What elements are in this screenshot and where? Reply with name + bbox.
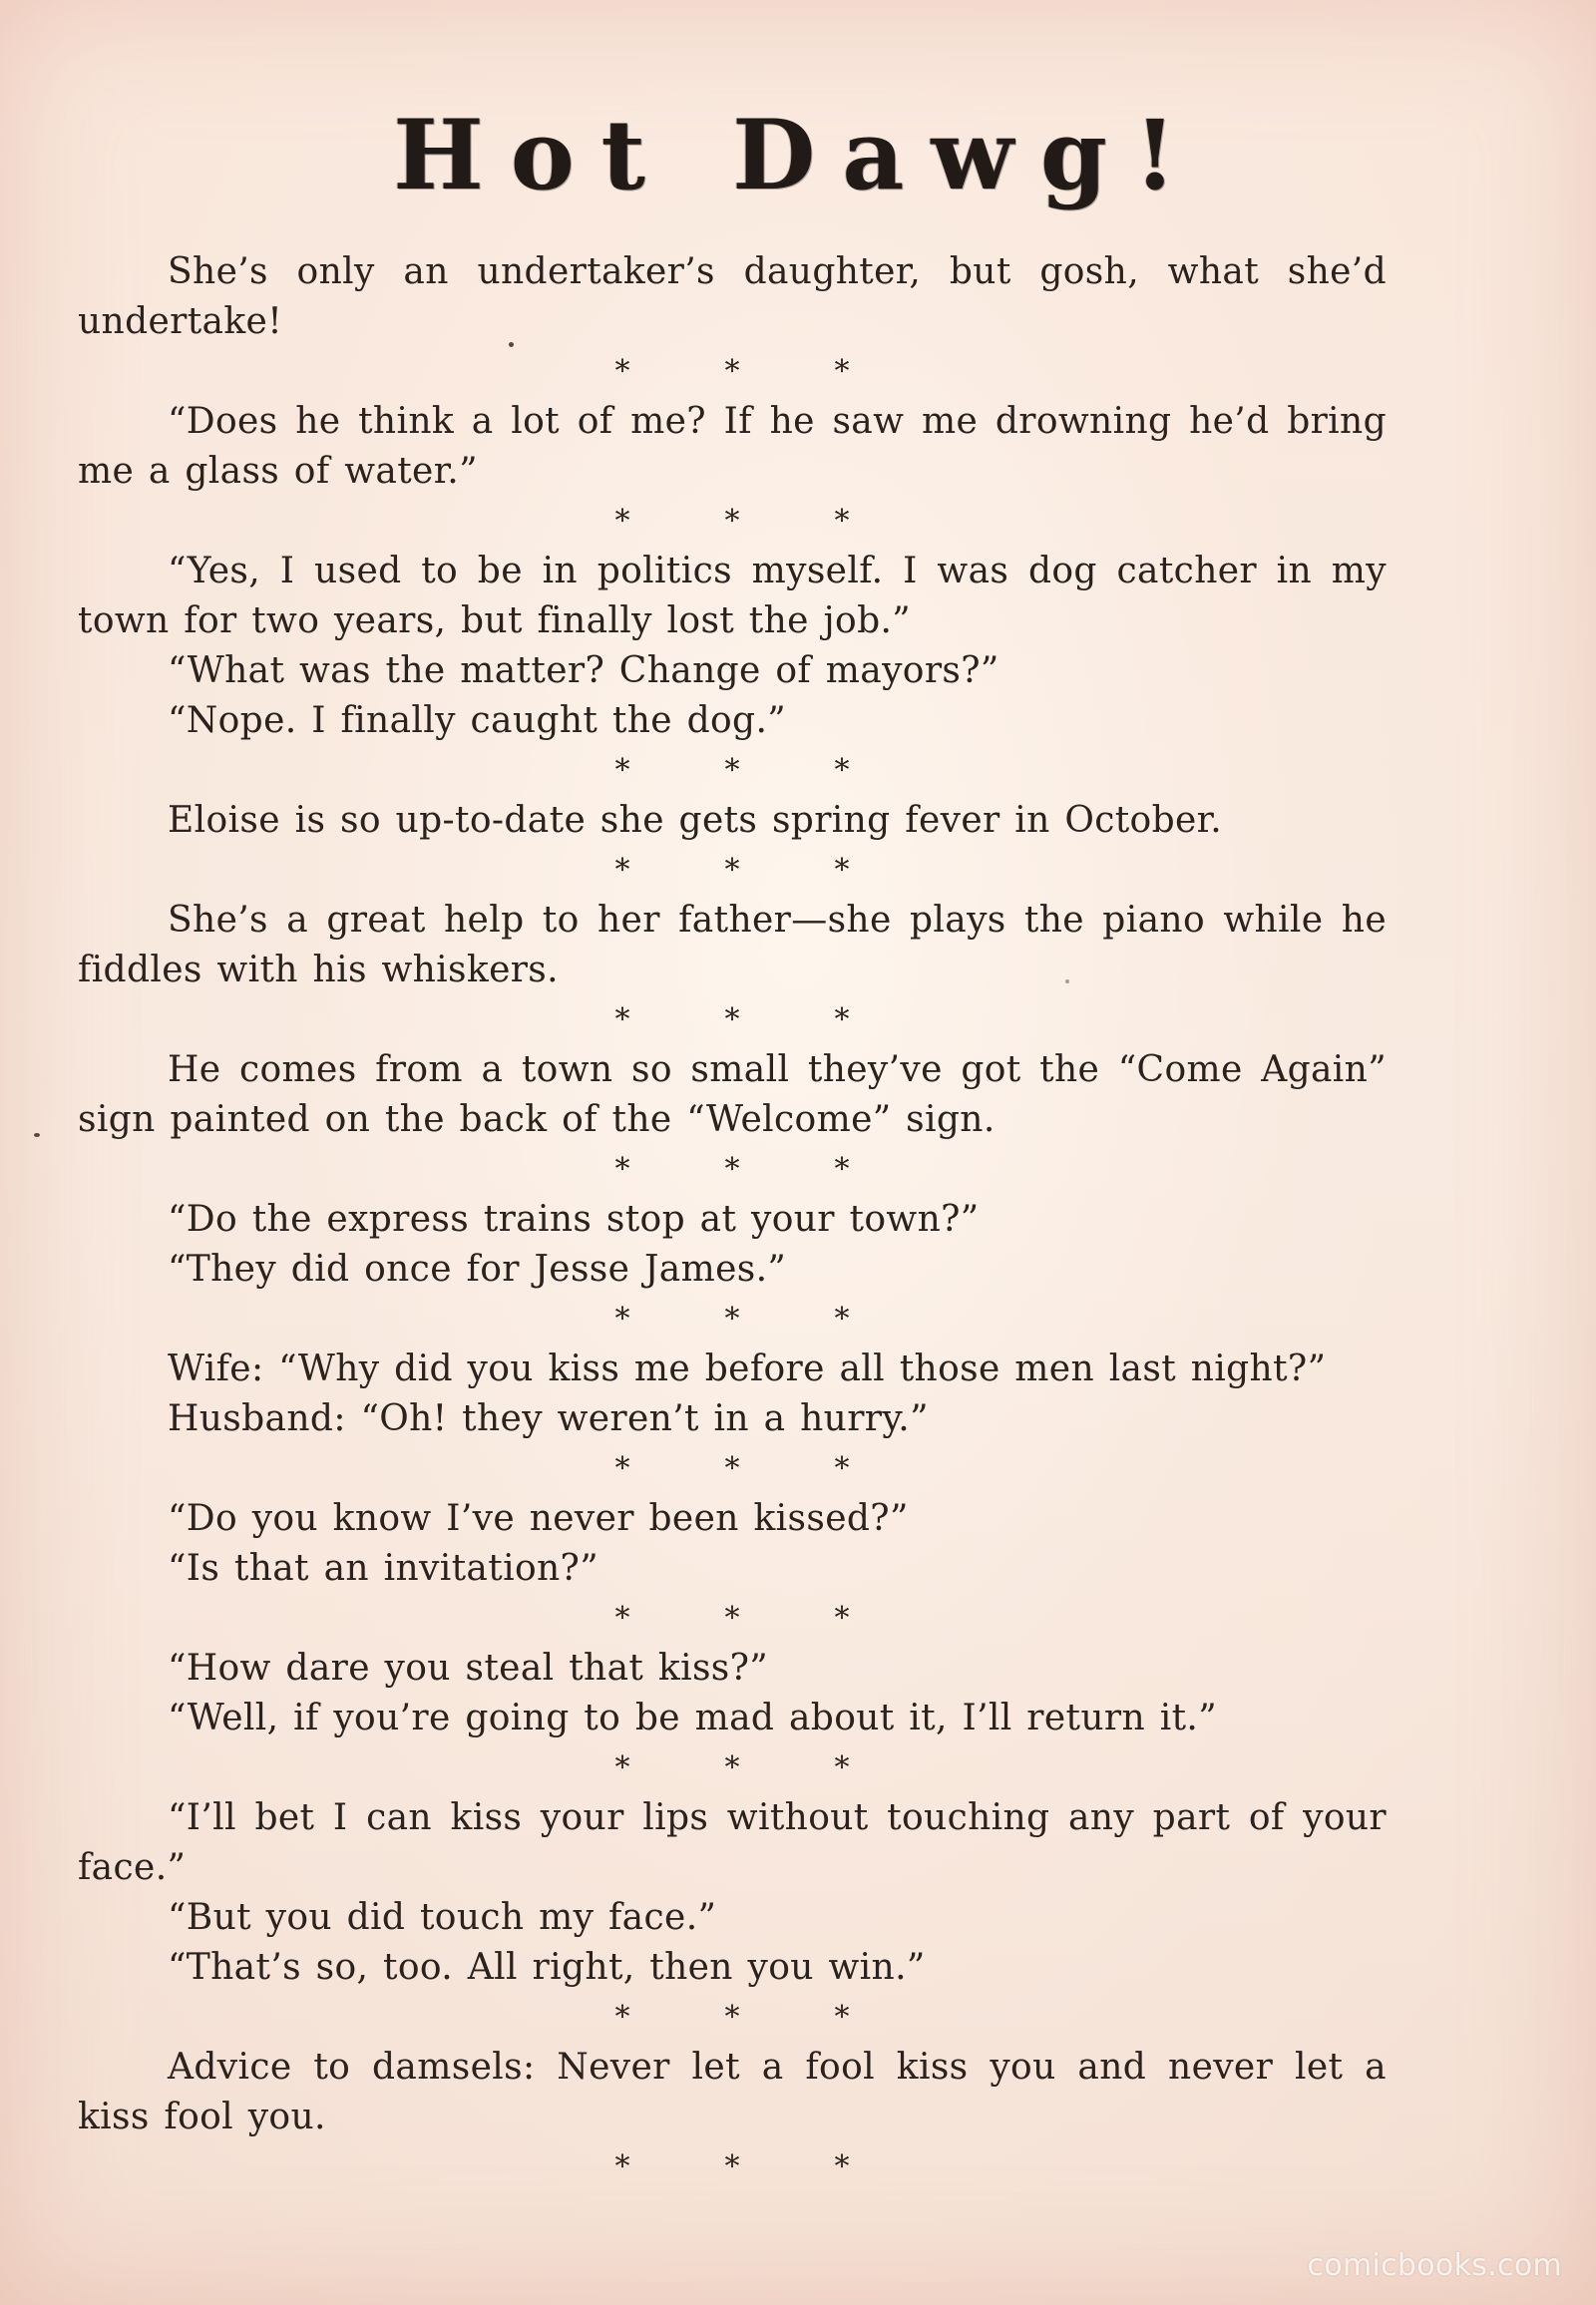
star-separator [78,1295,1387,1345]
star-glyph: * [834,354,850,389]
joke-paragraph: Wife: “Why did you kiss me before all those men last night?” [168,1348,1327,1389]
star-glyph: * [724,354,740,389]
joke-block [78,796,1387,846]
star-glyph: * [724,504,740,539]
star-glyph: * [724,2149,740,2184]
ink-speck [1065,979,1069,983]
star-glyph: * [724,1750,740,1785]
star-glyph: * [614,1601,630,1636]
star-separator [78,497,1387,547]
joke-block [78,1045,1387,1145]
joke-block [78,247,1387,347]
star-glyph: * [614,1302,630,1337]
joke-block [78,1494,1387,1594]
star-separator [78,1993,1387,2043]
joke-paragraph: “Does he think a lot of me? If he saw me drowning he’d bring me a glass of water.” [78,401,1387,492]
joke-block [78,397,1387,497]
star-glyph: * [724,2000,740,2035]
star-glyph: * [614,1451,630,1486]
site-watermark: comicbooks.com [1307,2248,1562,2283]
star-glyph: * [724,1451,740,1486]
joke-block [78,2043,1387,2142]
joke-paragraph: “That’s so, too. All right, then you win.” [168,1947,926,1988]
star-glyph: * [614,2149,630,2184]
star-glyph: * [614,853,630,888]
star-glyph: * [834,504,850,539]
joke-paragraph: “Nope. I finally caught the dog.” [168,700,787,741]
star-separator [78,347,1387,397]
joke-paragraph: Advice to damsels: Never let a fool kiss you and never let a kiss fool you. [78,2047,1387,2137]
joke-block [78,1345,1387,1444]
ink-speck [34,1133,40,1137]
star-glyph: * [614,504,630,539]
star-glyph: * [834,853,850,888]
star-glyph: * [724,1601,740,1636]
joke-paragraph: “Is that an invitation?” [168,1548,598,1589]
star-glyph: * [614,2000,630,2035]
star-glyph: * [724,853,740,888]
page-title: Hot Dawg! [393,99,1203,211]
star-glyph: * [614,1002,630,1037]
joke-paragraph: “Do the express trains stop at your town?” [168,1199,980,1240]
joke-block [78,896,1387,995]
joke-block [78,547,1387,746]
star-separator [78,1594,1387,1644]
star-separator [78,1743,1387,1793]
joke-paragraph: Husband: “Oh! they weren’t in a hurry.” [168,1398,929,1439]
star-glyph: * [614,1750,630,1785]
star-glyph: * [834,1750,850,1785]
joke-paragraph: She’s only an undertaker’s daughter, but gosh, what she’d undertake! [78,251,1387,342]
star-separator [78,2142,1387,2192]
ink-speck [509,342,514,347]
star-separator [78,1444,1387,1494]
joke-block [78,1644,1387,1743]
star-glyph: * [724,1002,740,1037]
star-glyph: * [834,753,850,788]
star-glyph: * [834,1002,850,1037]
star-glyph: * [834,1601,850,1636]
joke-block [78,1793,1387,1993]
star-glyph: * [834,2000,850,2035]
star-glyph: * [834,1302,850,1337]
joke-paragraph: “How dare you steal that kiss?” [168,1648,769,1689]
star-separator [78,746,1387,796]
joke-paragraph: “What was the matter? Change of mayors?” [168,650,999,691]
joke-paragraph: “They did once for Jesse James.” [168,1249,787,1290]
joke-paragraph: She’s a great help to her father—she plays the piano while he fiddles with his whiskers. [78,900,1387,990]
joke-paragraph: “I’ll bet I can kiss your lips without touching any part of your face.” [78,1797,1387,1888]
star-separator [78,846,1387,896]
star-glyph: * [834,1451,850,1486]
star-glyph: * [614,1152,630,1187]
star-glyph: * [724,1152,740,1187]
star-separator [78,995,1387,1045]
joke-paragraph: “But you did touch my face.” [168,1897,717,1938]
joke-block [78,1195,1387,1295]
star-glyph: * [614,753,630,788]
star-glyph: * [614,354,630,389]
star-glyph: * [724,753,740,788]
star-glyph: * [834,1152,850,1187]
joke-paragraph: “Do you know I’ve never been kissed?” [168,1498,909,1539]
joke-paragraph: “Well, if you’re going to be mad about it, I’ll return it.” [168,1698,1217,1738]
star-glyph: * [724,1302,740,1337]
joke-column [78,247,1387,2192]
star-separator [78,1145,1387,1195]
joke-paragraph: “Yes, I used to be in politics myself. I was dog catcher in my town for two years, but finally lost the job.” [78,551,1387,641]
joke-paragraph: Eloise is so up-to-date she gets spring fever in October. [168,800,1223,841]
star-glyph: * [834,2149,850,2184]
joke-paragraph: He comes from a town so small they’ve got the “Come Again” sign painted on the back of the “Welcome” sign. [78,1049,1387,1140]
